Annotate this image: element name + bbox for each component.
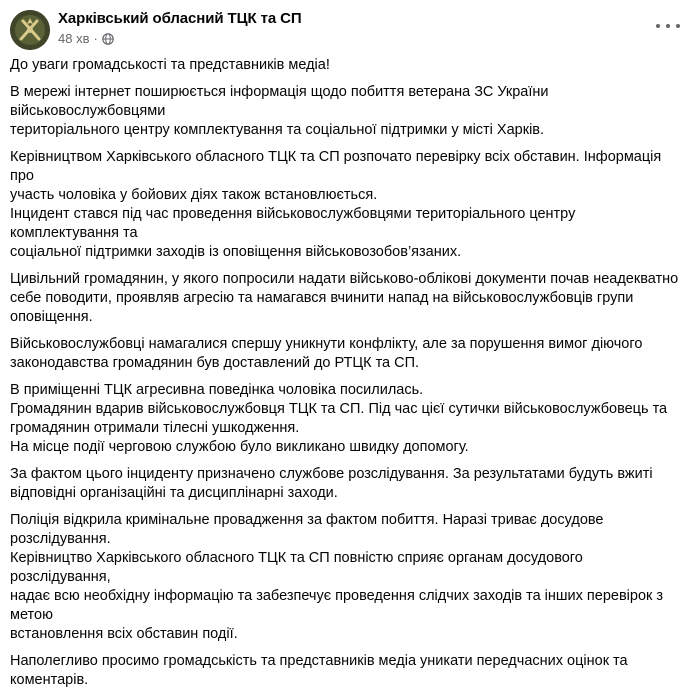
post-paragraph: Керівництвом Харківського обласного ТЦК та СП розпочато перевірку всіх обставин. Інформація про участь чоловіка у бойових діях також встановлюється. Інцидент стався під час проведення військовослужбовцями територіального центру комплектування та соціальної підтримки заходів із оповіщення військовозобов’язаних. xyxy=(10,149,662,260)
post-paragraph: До уваги громадськості та представників медіа! xyxy=(10,57,330,73)
emblem-icon xyxy=(10,10,50,50)
post-paragraph: Цивільний громадянин, у якого попросили надати військово-облікові документи почав неадекватно себе поводити, проявляв агресію та намагався вчинити напад на військовослужбовців групи оповіщення. xyxy=(10,271,679,325)
page-avatar[interactable] xyxy=(10,10,50,50)
more-dot xyxy=(666,24,670,28)
meta-separator: · xyxy=(93,31,98,46)
more-dot xyxy=(656,24,660,28)
post-paragraph: За фактом цього інциденту призначено службове розслідування. За результатами будуть вжиті відповідні організаційні та дисциплінарні заходи. xyxy=(10,466,653,501)
more-dot xyxy=(676,24,680,28)
post-meta xyxy=(58,31,114,46)
page-name-link[interactable]: Харківський обласний ТЦК та СП xyxy=(58,10,302,27)
post-body xyxy=(10,56,684,698)
post-paragraph: В приміщенні ТЦК агресивна поведінка чоловіка посилилась. Громадянин вдарив військовослужбовця ТЦК та СП. Під час цієї сутички військовослужбовець та громадянин отримали тілесні ушкодження. На місце події черговою службою було викликано швидку допомогу. xyxy=(10,382,668,455)
post-paragraph: В мережі інтернет поширюється інформація щодо побиття ветерана ЗС України військовослужбовцями територіального центру комплектування та соціальної підтримки у місті Харків. xyxy=(10,84,549,138)
post-paragraph: Військовослужбовці намагалися спершу уникнути конфлікту, але за порушення вимог діючого законодавства громадянин був доставлений до РТЦК та СП. xyxy=(10,336,643,371)
more-options-icon[interactable] xyxy=(656,20,680,32)
post-header xyxy=(10,8,684,52)
globe-icon xyxy=(102,33,114,45)
post-paragraph: Наполегливо просимо громадськість та представників медіа уникати передчасних оцінок та коментарів. xyxy=(10,653,628,688)
post-timestamp[interactable]: 48 хв xyxy=(58,31,90,46)
post-paragraph: Поліція відкрила кримінальне провадження за фактом побиття. Наразі триває досудове розслідування. Керівництво Харківського обласного ТЦК та СП повністю сприяє органам досудового розслідування, надає всю необхідну інформацію та забезпечує проведення слідчих заходів та інших перевірок з метою встановлення всіх обставин події. xyxy=(10,512,664,642)
